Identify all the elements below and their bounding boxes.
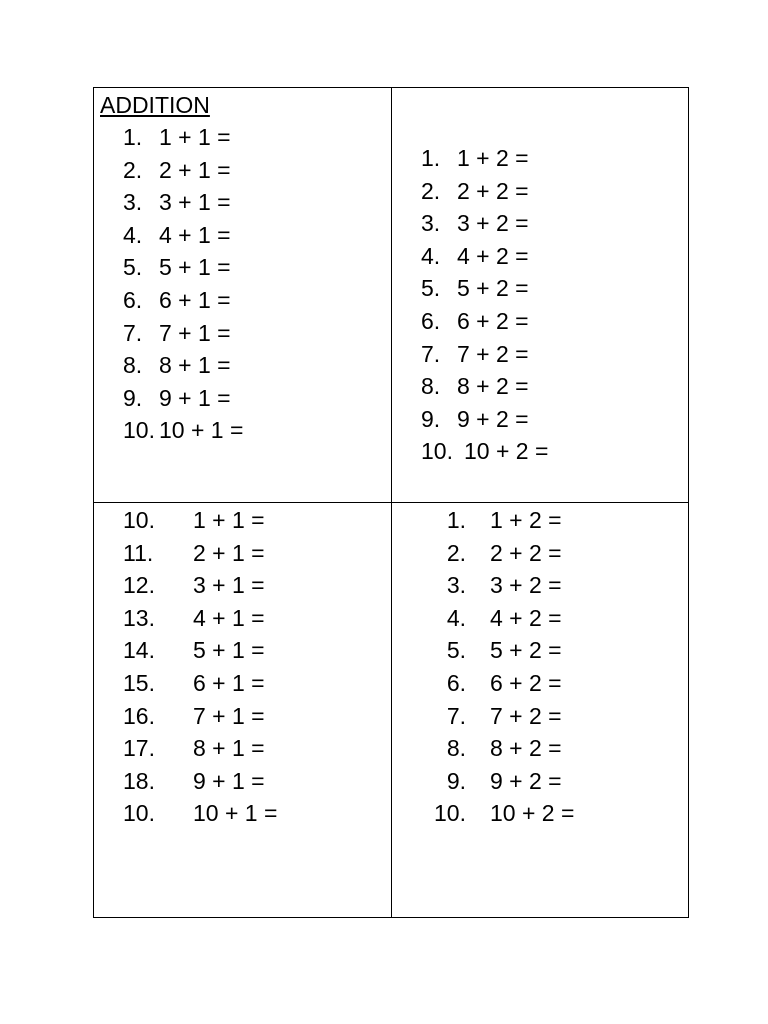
addition-problem: 2 + 1 = [193, 539, 265, 566]
addition-problem: 10 + 2 = [490, 800, 575, 827]
addition-problem: 6 + 2 = [457, 307, 529, 334]
item-number: 8. [421, 373, 441, 400]
item-number: 18. [123, 767, 155, 794]
item-number: 10. [421, 438, 453, 465]
item-number: 1. [421, 145, 441, 171]
item-number: 6. [123, 286, 143, 313]
addition-problem: 4 + 1 = [159, 221, 231, 248]
addition-problem: 7 + 2 = [490, 702, 562, 729]
addition-problem: 3 + 2 = [490, 572, 562, 599]
addition-problem: 10 + 1 = [159, 417, 244, 444]
addition-problem: 4 + 2 = [457, 242, 529, 269]
item-number: 17. [123, 735, 155, 762]
item-number: 2. [446, 539, 466, 566]
addition-problem: 8 + 2 = [490, 735, 562, 762]
addition-problem: 9 + 1 = [159, 384, 231, 411]
item-number: 7. [446, 702, 466, 729]
worksheet-title: ADDITION [100, 92, 210, 118]
item-number: 10. [123, 507, 155, 533]
item-number: 9. [446, 767, 466, 794]
addition-problem: 7 + 1 = [159, 319, 231, 346]
addition-problem: 5 + 1 = [193, 637, 265, 664]
addition-problem: 4 + 1 = [193, 604, 265, 631]
item-number: 7. [421, 340, 441, 367]
item-number: 5. [421, 275, 441, 302]
item-number: 6. [446, 669, 466, 696]
addition-problem: 3 + 2 = [457, 210, 529, 237]
item-number: 10. [434, 800, 466, 827]
addition-problem: 3 + 1 = [193, 572, 265, 599]
item-number: 10. [123, 800, 155, 827]
item-number: 16. [123, 702, 155, 729]
addition-problem: 6 + 2 = [490, 669, 562, 696]
item-number: 11. [123, 539, 154, 566]
item-number: 3. [421, 210, 441, 237]
addition-problem: 9 + 1 = [193, 767, 265, 794]
item-number: 2. [123, 156, 143, 183]
addition-problem: 1 + 2 = [490, 507, 562, 533]
addition-problem: 2 + 2 = [490, 539, 562, 566]
addition-problem: 8 + 1 = [193, 735, 265, 762]
addition-problem: 6 + 1 = [193, 669, 265, 696]
item-number: 6. [421, 307, 441, 334]
item-number: 3. [123, 189, 143, 216]
addition-problem: 2 + 1 = [159, 156, 231, 183]
addition-problem: 8 + 1 = [159, 352, 231, 379]
item-number: 1. [446, 507, 466, 533]
addition-problem: 1 + 2 = [457, 145, 529, 171]
item-number: 8. [123, 352, 143, 379]
item-number: 4. [421, 242, 441, 269]
addition-problem: 9 + 2 = [490, 767, 562, 794]
item-number: 4. [123, 221, 143, 248]
addition-problem: 1 + 1 = [193, 507, 265, 533]
addition-problem: 7 + 1 = [193, 702, 265, 729]
addition-problem: 5 + 2 = [457, 275, 529, 302]
addition-problem: 8 + 2 = [457, 373, 529, 400]
item-number: 9. [421, 405, 441, 432]
addition-problem: 3 + 1 = [159, 189, 231, 216]
item-number: 1. [123, 124, 143, 150]
addition-problem: 10 + 1 = [193, 800, 278, 827]
addition-problem: 2 + 2 = [457, 177, 529, 204]
addition-problem: 6 + 1 = [159, 286, 231, 313]
item-number: 9. [123, 384, 143, 411]
addition-problem: 9 + 2 = [457, 405, 529, 432]
addition-problem: 5 + 2 = [490, 637, 562, 664]
item-number: 13. [123, 604, 155, 631]
addition-problem: 10 + 2 = [464, 438, 549, 465]
item-number: 5. [446, 637, 466, 664]
addition-problem: 7 + 2 = [457, 340, 529, 367]
item-number: 8. [446, 735, 466, 762]
addition-problem: 4 + 2 = [490, 604, 562, 631]
item-number: 15. [123, 669, 155, 696]
item-number: 14. [123, 637, 155, 664]
item-number: 5. [123, 254, 143, 281]
horizontal-divider [94, 502, 688, 503]
item-number: 10. [123, 417, 155, 444]
item-number: 2. [421, 177, 441, 204]
item-number: 7. [123, 319, 143, 346]
item-number: 4. [446, 604, 466, 631]
addition-problem: 5 + 1 = [159, 254, 231, 281]
addition-problem: 1 + 1 = [159, 124, 231, 150]
item-number: 3. [446, 572, 466, 599]
item-number: 12. [123, 572, 155, 599]
